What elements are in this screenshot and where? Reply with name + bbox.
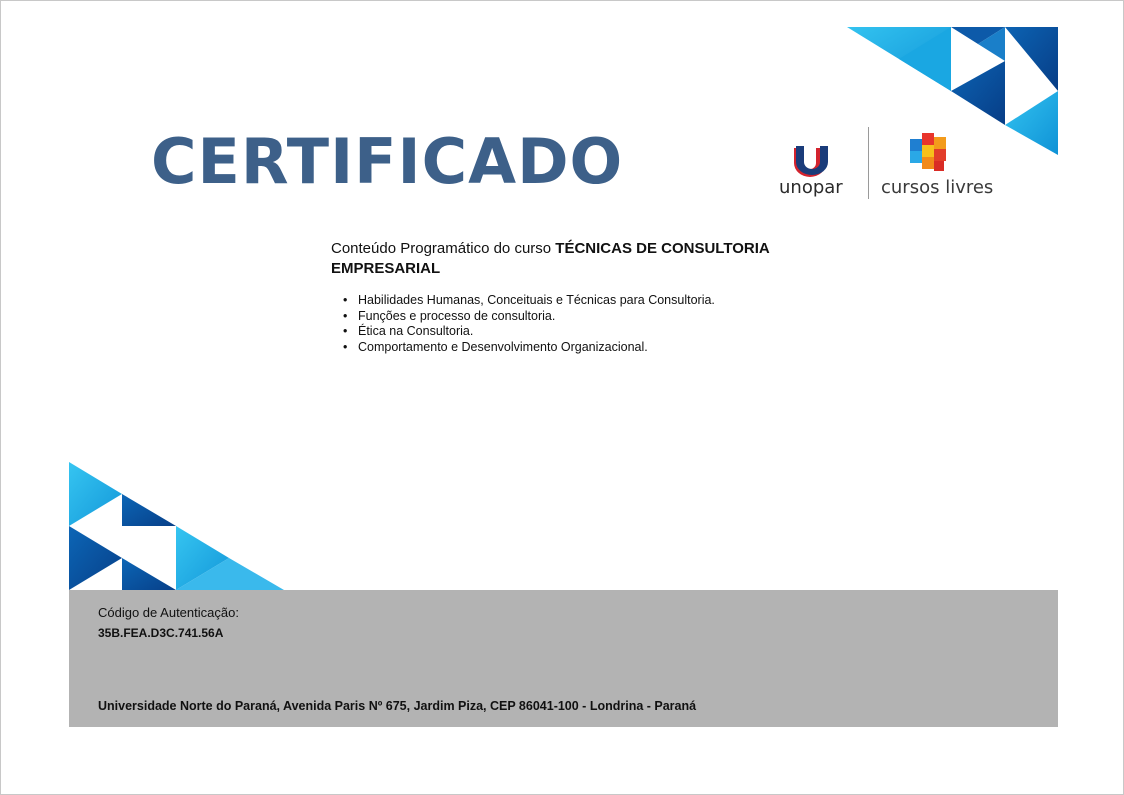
topic-item: • Funções e processo de consultoria. <box>343 309 715 325</box>
topic-item: • Habilidades Humanas, Conceituais e Técnicas para Consultoria. <box>343 293 715 309</box>
auth-label: Código de Autenticação: <box>98 605 239 620</box>
course-heading <box>331 239 851 279</box>
topic-item: • Ética na Consultoria. <box>343 324 715 340</box>
logo-divider <box>868 127 869 199</box>
auth-code: 35B.FEA.D3C.741.56A <box>98 626 224 640</box>
decorative-triangles-bottom <box>69 462 285 590</box>
cursos-livres-logo-text: cursos livres <box>881 177 994 198</box>
certificate-title: CERTIFICADO <box>151 125 624 198</box>
footer-band <box>69 590 1058 727</box>
cubes-icon <box>906 129 952 175</box>
topic-list <box>343 293 715 355</box>
course-prefix: Conteúdo Programático do curso <box>331 240 556 257</box>
unopar-logo-text: unopar <box>779 177 843 198</box>
institution-address: Universidade Norte do Paraná, Avenida Paris Nº 675, Jardim Piza, CEP 86041-100 - Londrina - Paraná <box>98 699 697 713</box>
course-name: TÉCNICAS DE CONSULTORIA EMPRESARIAL <box>331 240 770 277</box>
decorative-triangles-top <box>847 27 1059 157</box>
topic-item: • Comportamento e Desenvolvimento Organizacional. <box>343 340 715 356</box>
unopar-u-icon <box>777 144 847 178</box>
